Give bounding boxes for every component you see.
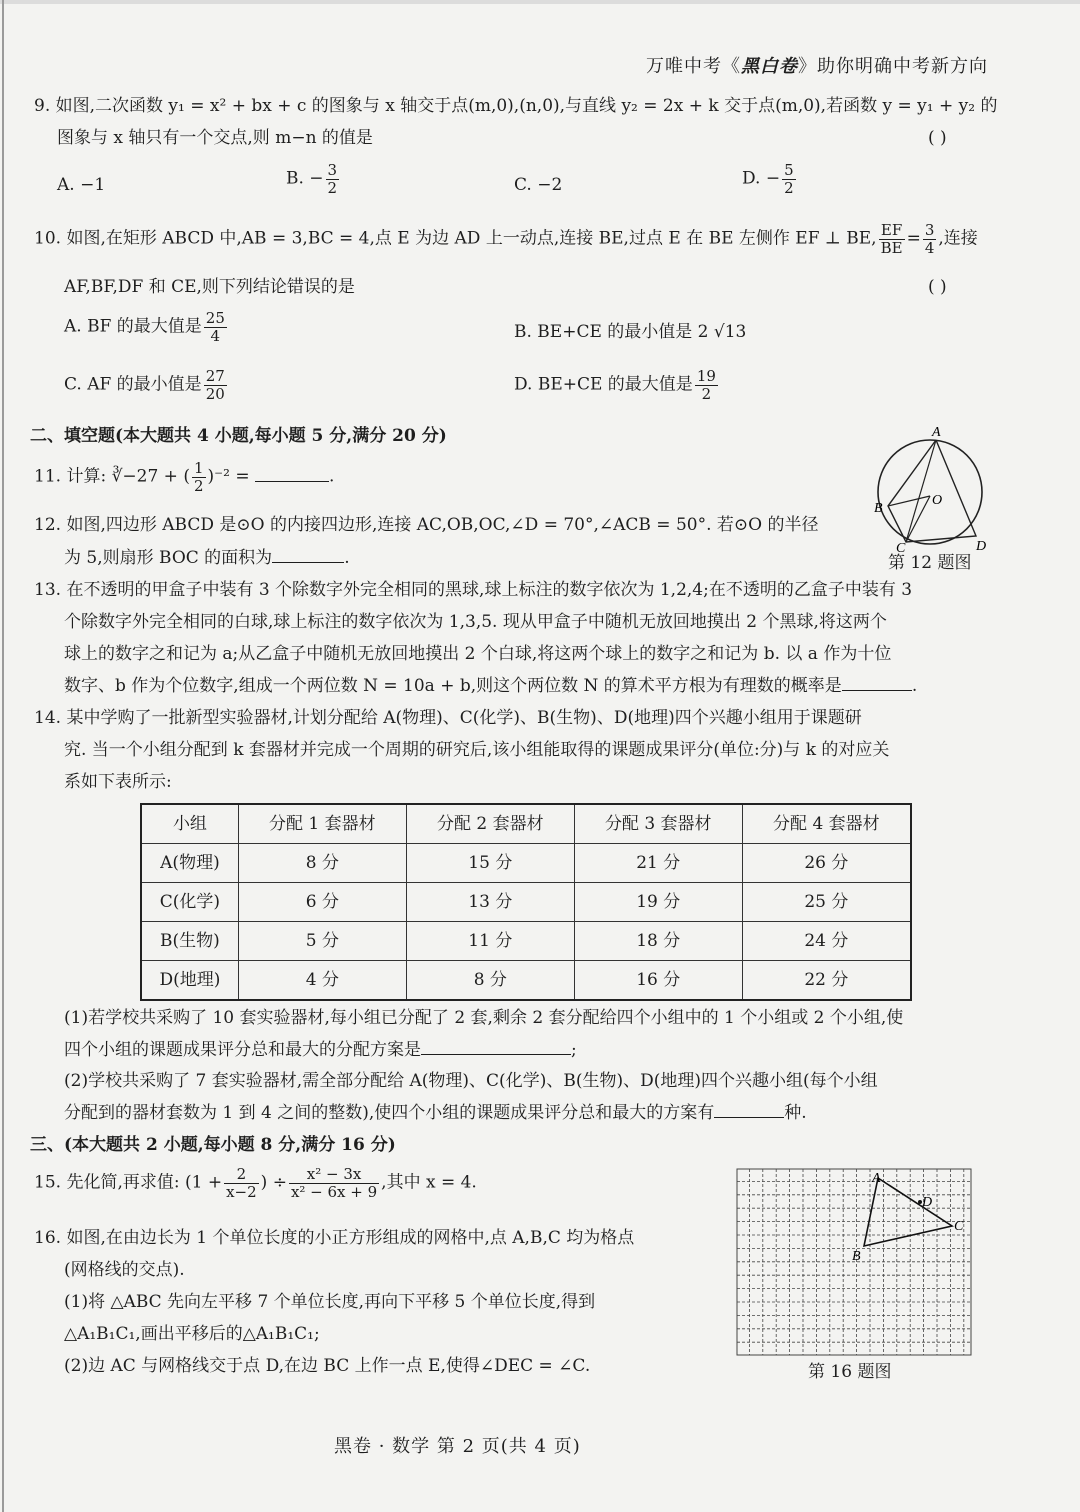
q16-line4: △A₁B₁C₁,画出平移后的△A₁B₁C₁;	[64, 1324, 320, 1344]
q16-label-a: A	[872, 1171, 881, 1186]
q9-answer-paren: ( )	[928, 128, 947, 148]
page-footer: 黑卷 · 数学 第 2 页(共 4 页)	[334, 1436, 581, 1457]
table-cell: 13 分	[406, 883, 574, 922]
q12-line2: 为 5,则扇形 BOC 的面积为 .	[64, 548, 350, 568]
table-cell: 25 分	[742, 883, 911, 922]
q16-label-b: B	[852, 1249, 861, 1264]
table-row	[141, 961, 911, 1001]
q14-sub2-answer-blank	[714, 1103, 784, 1118]
q16-line1: 16. 如图,在由边长为 1 个单位长度的小正方形组成的网格中,点 A,B,C 均为格点	[34, 1228, 635, 1248]
table-header-row	[141, 804, 911, 844]
table-cell: A(物理)	[141, 844, 238, 883]
q13-line3: 球上的数字之和记为 a;从乙盒子中随机无放回地摸出 2 个白球,将这两个球上的数字之和记为 b. 以 a 作为十位	[64, 644, 892, 664]
table-cell: 4 分	[238, 961, 406, 1001]
q16-line3: (1)将 △ABC 先向左平移 7 个单位长度,再向下平移 5 个单位长度,得到	[64, 1292, 596, 1312]
table-row	[141, 844, 911, 883]
q13-line2: 个除数字外完全相同的白球,球上标注的数字依次为 1,3,5. 现从甲盒子中随机无放回地摸出 2 个黑球,将这两个	[64, 612, 887, 632]
q10-option-c: C. AF 的最小值是 $\frac{27}{20}$	[64, 367, 225, 403]
page-header: 万唯中考《黑白卷》助你明确中考新方向	[646, 56, 988, 77]
q16-label-d: D	[922, 1195, 933, 1210]
q9-line2: 图象与 x 轴只有一个交点,则 m−n 的值是	[57, 128, 373, 148]
q16-caption: 第 16 题图	[808, 1362, 892, 1382]
q10-answer-paren: ( )	[928, 277, 947, 297]
q10-line1: 10. 如图,在矩形 ABCD 中,AB = 3,BC = 4,点 E 为边 AD 上一动点,连接 BE,过点 E 在 BE 左侧作 EF ⊥ BE, $\frac{EF}{BE}$ = $\frac{3}{4}$ ,连接	[34, 221, 978, 257]
q10-option-d: D. BE+CE 的最大值是 $\frac{19}{2}$	[514, 367, 716, 403]
table-cell: 6 分	[238, 883, 406, 922]
table-cell: 19 分	[574, 883, 742, 922]
table-header-cell: 分配 3 套器材	[574, 804, 742, 844]
q14-score-table	[140, 803, 912, 1001]
q14-sub1-line2: 四个小组的课题成果评分总和最大的分配方案是 ;	[64, 1040, 577, 1060]
q14-line2: 究. 当一个小组分配到 k 套器材并完成一个周期的研究后,该小组能取得的课题成果评分(单位:分)与 k 的对应关	[64, 740, 890, 760]
q14-sub2-line2: 分配到的器材套数为 1 到 4 之间的整数),使四个小组的课题成果评分总和最大的方案有 种.	[64, 1103, 807, 1123]
q9-option-d: D. − $\frac{5}{2}$	[742, 161, 794, 197]
table-cell: C(化学)	[141, 883, 238, 922]
q12-label-o: O	[932, 493, 943, 508]
q14-sub2-line1: (2)学校共采购了 7 套实验器材,需全部分配给 A(物理)、C(化学)、B(生物)、D(地理)四个兴趣小组(每个小组	[64, 1071, 878, 1091]
table-header-cell: 分配 4 套器材	[742, 804, 911, 844]
table-header-cell: 分配 1 套器材	[238, 804, 406, 844]
q11: 11. 计算: ∛−27 + ( $\frac{1}{2}$ )⁻² = .	[34, 459, 335, 495]
brand-name: 黑白卷	[741, 56, 798, 77]
table-cell: 5 分	[238, 922, 406, 961]
q12-figure	[870, 424, 990, 552]
q14-line1: 14. 某中学购了一批新型实验器材,计划分配给 A(物理)、C(化学)、B(生物)、D(地理)四个兴趣小组用于课题研	[34, 708, 862, 728]
q10-line2: AF,BF,DF 和 CE,则下列结论错误的是	[64, 277, 355, 297]
q10-option-a: A. BF 的最大值是 $\frac{25}{4}$	[64, 309, 225, 345]
q9-option-a: A. −1	[57, 175, 106, 195]
q15: 15. 先化简,再求值: (1 + $\frac{2}{x-2}$ ) ÷ $\frac{\text{x² − 3x}}{\text{x² − 6x + 9}}$ ,其中 x = 4.	[34, 1165, 477, 1201]
q9-option-b: B. − $\frac{3}{2}$	[286, 161, 338, 197]
table-cell: 11 分	[406, 922, 574, 961]
q16-line2: (网格线的交点).	[64, 1260, 185, 1280]
table-cell: 8 分	[238, 844, 406, 883]
q13-line1: 13. 在不透明的甲盒子中装有 3 个除数字外完全相同的黑球,球上标注的数字依次为 1,2,4;在不透明的乙盒子中装有 3	[34, 580, 913, 600]
table-header-cell: 分配 2 套器材	[406, 804, 574, 844]
section-2-title: 二、填空题(本大题共 4 小题,每小题 5 分,满分 20 分)	[30, 426, 447, 446]
q12-line1: 12. 如图,四边形 ABCD 是⊙O 的内接四边形,连接 AC,OB,OC,∠D = 70°,∠ACB = 50°. 若⊙O 的半径	[34, 515, 819, 535]
q12-answer-blank	[272, 548, 344, 563]
table-cell: D(地理)	[141, 961, 238, 1001]
section-3-title: 三、(本大题共 2 小题,每小题 8 分,满分 16 分)	[30, 1135, 396, 1155]
q13-line4: 数字、b 作为个位数字,组成一个两位数 N = 10a + b,则这个两位数 N 的算术平方根为有理数的概率是 .	[64, 676, 918, 696]
q9-line1: 9. 如图,二次函数 y₁ = x² + bx + c 的图象与 x 轴交于点(m,0),(n,0),与直线 y₂ = 2x + k 交于点(m,0),若函数 y = y₁ + y₂ 的	[34, 96, 998, 116]
table-cell: 18 分	[574, 922, 742, 961]
table-cell: 26 分	[742, 844, 911, 883]
table-cell: 16 分	[574, 961, 742, 1001]
q12-label-c: C	[896, 541, 906, 552]
table-row	[141, 922, 911, 961]
table-cell: B(生物)	[141, 922, 238, 961]
q16-label-c: C	[954, 1219, 964, 1234]
q11-answer-blank	[255, 467, 329, 482]
table-cell: 8 分	[406, 961, 574, 1001]
q10-option-b: B. BE+CE 的最小值是 2 √13	[514, 322, 747, 342]
q16-grid-figure	[736, 1168, 972, 1356]
q14-sub1-answer-blank	[421, 1040, 571, 1055]
q9-option-c: C. −2	[514, 175, 563, 195]
q16-line5: (2)边 AC 与网格线交于点 D,在边 BC 上作一点 E,使得∠DEC = ∠C.	[64, 1356, 591, 1376]
q12-label-b: B	[874, 501, 883, 516]
table-cell: 15 分	[406, 844, 574, 883]
table-header-cell: 小组	[141, 804, 238, 844]
q12-label-d: D	[976, 539, 987, 552]
table-cell: 21 分	[574, 844, 742, 883]
q14-line3: 系如下表所示:	[64, 772, 172, 792]
q12-label-a: A	[932, 425, 941, 440]
table-cell: 24 分	[742, 922, 911, 961]
top-edge	[0, 0, 1080, 4]
q14-sub1-line1: (1)若学校共采购了 10 套实验器材,每小组已分配了 2 套,剩余 2 套分配给四个小组中的 1 个小组或 2 个小组,使	[64, 1008, 904, 1028]
table-row	[141, 883, 911, 922]
q12-caption: 第 12 题图	[888, 553, 972, 573]
table-cell: 22 分	[742, 961, 911, 1001]
q13-answer-blank	[842, 676, 912, 691]
left-binding-rule	[2, 0, 4, 1512]
